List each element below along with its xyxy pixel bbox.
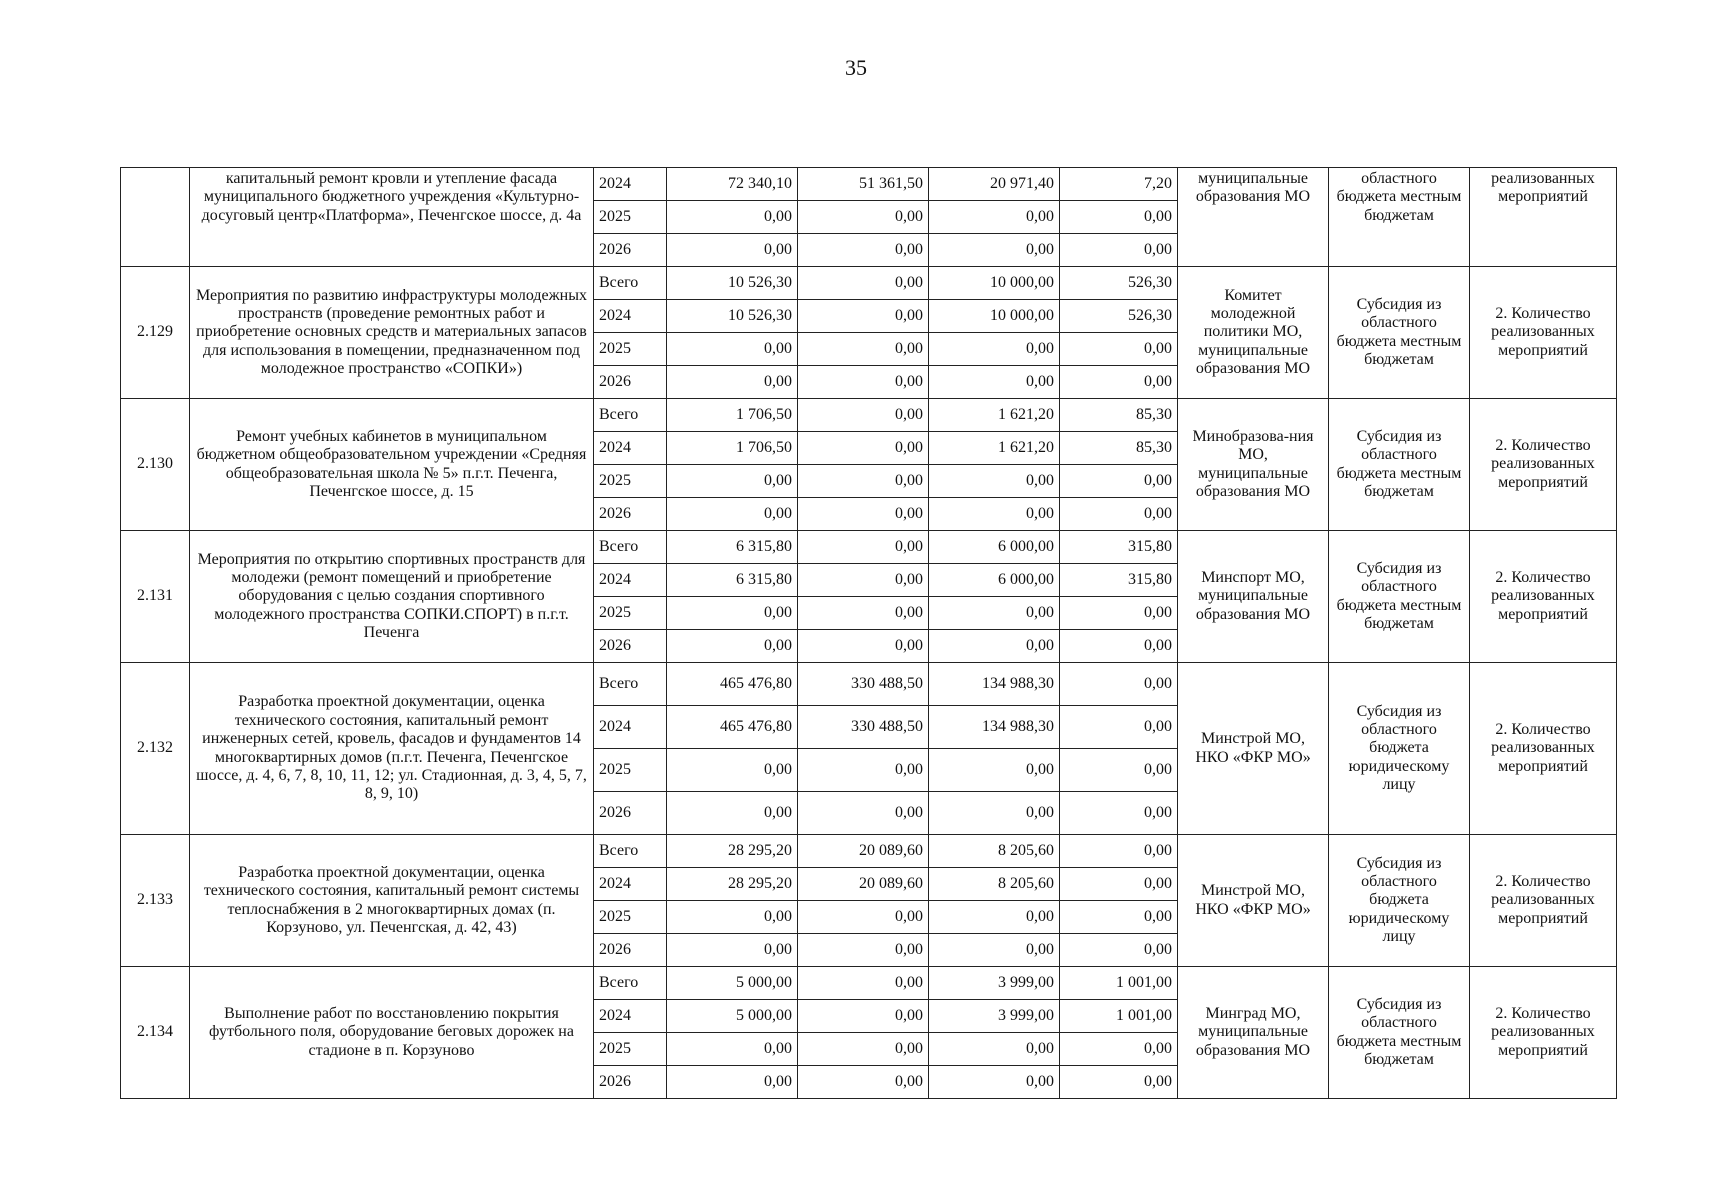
funding-year: Всего (594, 835, 667, 868)
funding-source: Субсидия из областного бюджета местным бюджетам (1329, 267, 1470, 399)
amount-federal: 0,00 (798, 901, 929, 934)
amount-local: 0,00 (1060, 597, 1178, 630)
amount-regional: 3 999,00 (929, 967, 1060, 1000)
amount-local: 0,00 (1060, 901, 1178, 934)
amount-federal: 0,00 (798, 432, 929, 465)
responsible-executor: Комитет молодежной политики МО, муниципальные образования МО (1178, 267, 1329, 399)
funding-year: 2026 (594, 934, 667, 967)
result-indicator: 2. Количество реализованных мероприятий (1470, 967, 1617, 1099)
amount-total: 465 476,80 (667, 663, 798, 706)
amount-federal: 0,00 (798, 1066, 929, 1099)
amount-total: 0,00 (667, 901, 798, 934)
amount-federal: 0,00 (798, 564, 929, 597)
funding-year: 2026 (594, 498, 667, 531)
amount-local: 526,30 (1060, 267, 1178, 300)
amount-federal: 0,00 (798, 465, 929, 498)
amount-total: 5 000,00 (667, 967, 798, 1000)
amount-total: 28 295,20 (667, 868, 798, 901)
amount-local: 1 001,00 (1060, 1000, 1178, 1033)
amount-regional: 8 205,60 (929, 835, 1060, 868)
funding-year: 2024 (594, 868, 667, 901)
amount-regional: 0,00 (929, 234, 1060, 267)
activity-description: капитальный ремонт кровли и утепление фасада муниципального бюджетного учреждения «Культурно-досуговый центр«Платформа», Печенгское шоссе, д. 4а (190, 168, 594, 267)
amount-total: 72 340,10 (667, 168, 798, 201)
row-number: 2.132 (121, 663, 190, 835)
funding-year: 2026 (594, 792, 667, 835)
funding-year: Всего (594, 967, 667, 1000)
amount-total: 0,00 (667, 234, 798, 267)
amount-total: 1 706,50 (667, 399, 798, 432)
amount-regional: 10 000,00 (929, 267, 1060, 300)
amount-local: 0,00 (1060, 749, 1178, 792)
funding-year: 2024 (594, 168, 667, 201)
amount-federal: 0,00 (798, 234, 929, 267)
amount-regional: 0,00 (929, 1066, 1060, 1099)
amount-local: 0,00 (1060, 1033, 1178, 1066)
amount-total: 10 526,30 (667, 267, 798, 300)
amount-regional: 0,00 (929, 1033, 1060, 1066)
amount-regional: 6 000,00 (929, 531, 1060, 564)
amount-local: 0,00 (1060, 366, 1178, 399)
amount-regional: 6 000,00 (929, 564, 1060, 597)
amount-total: 0,00 (667, 630, 798, 663)
amount-total: 0,00 (667, 792, 798, 835)
responsible-executor: Минград МО, муниципальные образования МО (1178, 967, 1329, 1099)
funding-source: Субсидия из областного бюджета местным бюджетам (1329, 399, 1470, 531)
amount-regional: 0,00 (929, 792, 1060, 835)
amount-regional: 0,00 (929, 498, 1060, 531)
amount-local: 0,00 (1060, 663, 1178, 706)
amount-federal: 0,00 (798, 201, 929, 234)
table-row (121, 168, 1617, 201)
amount-local: 0,00 (1060, 465, 1178, 498)
table-row (121, 663, 1617, 706)
funding-year: 2024 (594, 564, 667, 597)
responsible-executor: Минстрой МО, НКО «ФКР МО» (1178, 835, 1329, 967)
amount-total: 10 526,30 (667, 300, 798, 333)
result-indicator: 2. Количество реализованных мероприятий (1470, 267, 1617, 399)
table-row (121, 399, 1617, 432)
amount-local: 0,00 (1060, 934, 1178, 967)
activity-description: Разработка проектной документации, оценка технического состояния, капитальный ремонт инженерных сетей, кровель, фасадов и фундаментов 14 многоквартирных домов (п.г.т. Печенга, Печенгское шоссе, д. 4, 6, 7, 8, 10, 11, 12; ул. Стадионная, д. 3, 4, 5, 7, 8, 9, 10) (190, 663, 594, 835)
row-number: 2.133 (121, 835, 190, 967)
amount-local: 0,00 (1060, 792, 1178, 835)
funding-source: областного бюджета местным бюджетам (1329, 168, 1470, 267)
result-indicator: 2. Количество реализованных мероприятий (1470, 835, 1617, 967)
amount-federal: 0,00 (798, 498, 929, 531)
amount-regional: 0,00 (929, 934, 1060, 967)
amount-total: 0,00 (667, 201, 798, 234)
amount-local: 0,00 (1060, 630, 1178, 663)
amount-regional: 134 988,30 (929, 706, 1060, 749)
amount-total: 0,00 (667, 465, 798, 498)
amount-regional: 0,00 (929, 201, 1060, 234)
amount-federal: 0,00 (798, 366, 929, 399)
amount-federal: 0,00 (798, 967, 929, 1000)
amount-federal: 0,00 (798, 1000, 929, 1033)
amount-federal: 0,00 (798, 531, 929, 564)
amount-federal: 330 488,50 (798, 663, 929, 706)
activity-description: Ремонт учебных кабинетов в муниципальном бюджетном общеобразовательном учреждении «Средняя общеобразовательная школа № 5» п.г.т. Печенга, Печенгское шоссе, д. 15 (190, 399, 594, 531)
activity-description: Выполнение работ по восстановлению покрытия футбольного поля, оборудование беговых дорожек на стадионе в п. Корзуново (190, 967, 594, 1099)
table-row (121, 531, 1617, 564)
amount-regional: 134 988,30 (929, 663, 1060, 706)
amount-total: 6 315,80 (667, 531, 798, 564)
funding-source: Субсидия из областного бюджета местным бюджетам (1329, 531, 1470, 663)
amount-federal: 51 361,50 (798, 168, 929, 201)
amount-federal: 0,00 (798, 597, 929, 630)
amount-regional: 0,00 (929, 901, 1060, 934)
activity-description: Мероприятия по открытию спортивных пространств для молодежи (ремонт помещений и приобретение оборудования с целью создания спортивного молодежного пространства СОПКИ.СПОРТ) в п.г.т. Печенга (190, 531, 594, 663)
amount-local: 0,00 (1060, 333, 1178, 366)
amount-total: 465 476,80 (667, 706, 798, 749)
funding-year: Всего (594, 531, 667, 564)
amount-regional: 0,00 (929, 630, 1060, 663)
amount-local: 85,30 (1060, 399, 1178, 432)
funding-source: Субсидия из областного бюджета юридическому лицу (1329, 835, 1470, 967)
funding-year: 2025 (594, 333, 667, 366)
table-row (121, 967, 1617, 1000)
amount-local: 1 001,00 (1060, 967, 1178, 1000)
amount-local: 0,00 (1060, 234, 1178, 267)
result-indicator: 2. Количество реализованных мероприятий (1470, 663, 1617, 835)
funding-year: 2024 (594, 1000, 667, 1033)
table-row (121, 267, 1617, 300)
funding-year: 2026 (594, 366, 667, 399)
funding-source: Субсидия из областного бюджета юридическому лицу (1329, 663, 1470, 835)
amount-regional: 0,00 (929, 597, 1060, 630)
amount-federal: 0,00 (798, 749, 929, 792)
amount-federal: 0,00 (798, 1033, 929, 1066)
amount-total: 0,00 (667, 333, 798, 366)
funding-year: 2026 (594, 630, 667, 663)
page-number: 35 (845, 55, 867, 80)
amount-local: 526,30 (1060, 300, 1178, 333)
amount-total: 0,00 (667, 934, 798, 967)
amount-total: 28 295,20 (667, 835, 798, 868)
amount-federal: 0,00 (798, 630, 929, 663)
amount-federal: 330 488,50 (798, 706, 929, 749)
funding-year: 2025 (594, 749, 667, 792)
funding-year: 2026 (594, 1066, 667, 1099)
amount-total: 0,00 (667, 498, 798, 531)
activity-description: Мероприятия по развитию инфраструктуры молодежных пространств (проведение ремонтных работ и приобретение основных средств и материальных запасов для использования в помещении, предназначенном под молодежное пространство «СОПКИ») (190, 267, 594, 399)
funding-year: 2025 (594, 901, 667, 934)
amount-local: 7,20 (1060, 168, 1178, 201)
budget-table (120, 167, 1617, 1099)
amount-total: 0,00 (667, 1066, 798, 1099)
amount-regional: 0,00 (929, 366, 1060, 399)
activity-description: Разработка проектной документации, оценка технического состояния, капитальный ремонт системы теплоснабжения в 2 многоквартирных домах (п. Корзуново, ул. Печенгская, д. 42, 43) (190, 835, 594, 967)
amount-total: 0,00 (667, 1033, 798, 1066)
amount-total: 6 315,80 (667, 564, 798, 597)
amount-total: 0,00 (667, 749, 798, 792)
amount-total: 1 706,50 (667, 432, 798, 465)
amount-local: 315,80 (1060, 564, 1178, 597)
amount-local: 0,00 (1060, 706, 1178, 749)
amount-federal: 0,00 (798, 934, 929, 967)
amount-federal: 0,00 (798, 792, 929, 835)
amount-federal: 20 089,60 (798, 835, 929, 868)
amount-regional: 1 621,20 (929, 432, 1060, 465)
responsible-executor: муниципальные образования МО (1178, 168, 1329, 267)
amount-regional: 0,00 (929, 465, 1060, 498)
funding-year: 2025 (594, 597, 667, 630)
funding-year: 2024 (594, 706, 667, 749)
funding-year: 2025 (594, 201, 667, 234)
funding-year: 2024 (594, 432, 667, 465)
funding-year: 2026 (594, 234, 667, 267)
row-number: 2.130 (121, 399, 190, 531)
amount-federal: 0,00 (798, 399, 929, 432)
funding-year: Всего (594, 663, 667, 706)
responsible-executor: Минспорт МО, муниципальные образования МО (1178, 531, 1329, 663)
amount-total: 0,00 (667, 366, 798, 399)
amount-total: 0,00 (667, 597, 798, 630)
responsible-executor: Минобразова-ния МО, муниципальные образования МО (1178, 399, 1329, 531)
amount-federal: 0,00 (798, 333, 929, 366)
amount-federal: 0,00 (798, 300, 929, 333)
amount-federal: 20 089,60 (798, 868, 929, 901)
row-number (121, 168, 190, 267)
row-number: 2.134 (121, 967, 190, 1099)
funding-year: Всего (594, 267, 667, 300)
amount-regional: 20 971,40 (929, 168, 1060, 201)
amount-regional: 0,00 (929, 333, 1060, 366)
row-number: 2.131 (121, 531, 190, 663)
funding-year: 2024 (594, 300, 667, 333)
amount-regional: 3 999,00 (929, 1000, 1060, 1033)
amount-regional: 10 000,00 (929, 300, 1060, 333)
funding-year: Всего (594, 399, 667, 432)
amount-local: 0,00 (1060, 868, 1178, 901)
funding-year: 2025 (594, 465, 667, 498)
funding-year: 2025 (594, 1033, 667, 1066)
funding-source: Субсидия из областного бюджета местным бюджетам (1329, 967, 1470, 1099)
responsible-executor: Минстрой МО, НКО «ФКР МО» (1178, 663, 1329, 835)
amount-regional: 0,00 (929, 749, 1060, 792)
table-row (121, 835, 1617, 868)
amount-total: 5 000,00 (667, 1000, 798, 1033)
amount-local: 0,00 (1060, 1066, 1178, 1099)
result-indicator: реализованных мероприятий (1470, 168, 1617, 267)
amount-federal: 0,00 (798, 267, 929, 300)
amount-local: 0,00 (1060, 498, 1178, 531)
amount-local: 0,00 (1060, 201, 1178, 234)
result-indicator: 2. Количество реализованных мероприятий (1470, 531, 1617, 663)
amount-local: 315,80 (1060, 531, 1178, 564)
amount-local: 85,30 (1060, 432, 1178, 465)
amount-local: 0,00 (1060, 835, 1178, 868)
result-indicator: 2. Количество реализованных мероприятий (1470, 399, 1617, 531)
amount-regional: 1 621,20 (929, 399, 1060, 432)
row-number: 2.129 (121, 267, 190, 399)
amount-regional: 8 205,60 (929, 868, 1060, 901)
